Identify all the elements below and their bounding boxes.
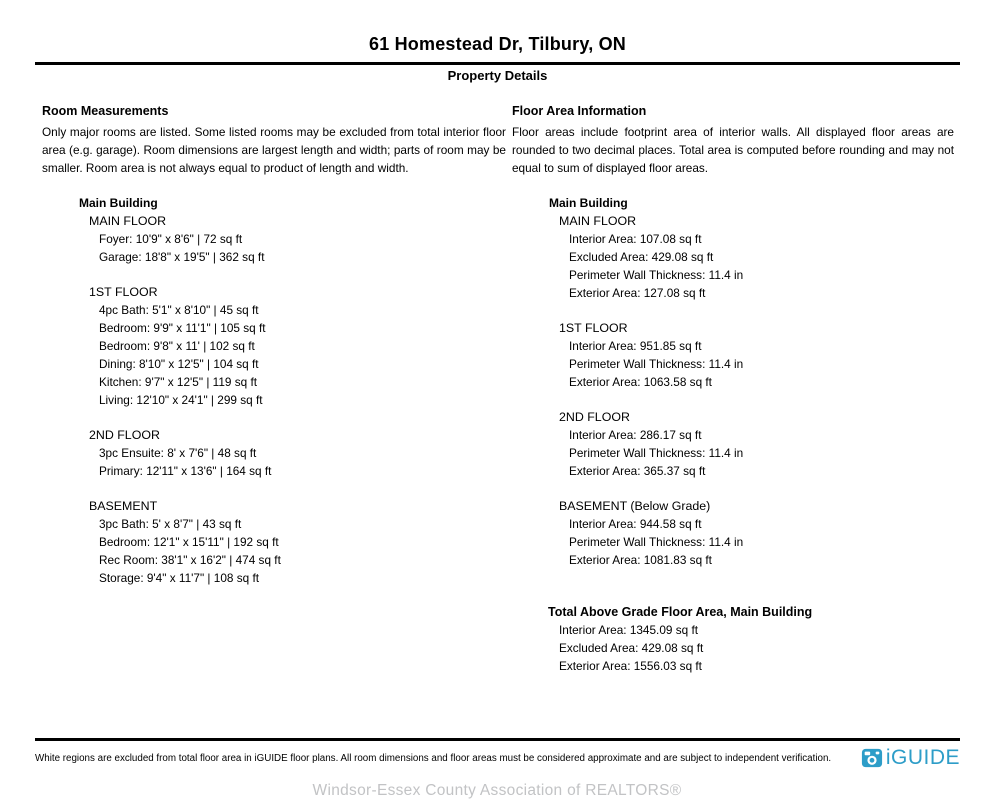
area-row: Perimeter Wall Thickness: 11.4 in bbox=[569, 446, 744, 460]
area-group-2nd-floor bbox=[512, 408, 960, 480]
realtor-attribution: Windsor-Essex County Association of REALTORS® bbox=[312, 782, 682, 799]
floor-name: 1ST FLOOR bbox=[89, 285, 158, 299]
room-row: Dining: 8'10" x 12'5" | 104 sq ft bbox=[99, 357, 259, 371]
room-row: Primary: 12'11" x 13'6" | 164 sq ft bbox=[99, 464, 272, 478]
area-row: Interior Area: 286.17 sq ft bbox=[569, 428, 702, 442]
room-row: Storage: 9'4" x 11'7" | 108 sq ft bbox=[99, 571, 260, 585]
floor-name: MAIN FLOOR bbox=[89, 214, 167, 228]
floor-name: 2ND FLOOR bbox=[89, 428, 160, 442]
area-row: Interior Area: 951.85 sq ft bbox=[569, 339, 702, 353]
floor-area-description: Floor areas include footprint area of interior walls. All displayed floor areas are rounded to two decimal places. Total area is computed before rounding and may not equal to sum of displayed floor areas. bbox=[512, 125, 954, 175]
content-columns bbox=[35, 104, 960, 675]
area-row: Exterior Area: 365.37 sq ft bbox=[569, 464, 706, 478]
room-row: 3pc Bath: 5' x 8'7" | 43 sq ft bbox=[99, 517, 242, 531]
footer bbox=[35, 738, 960, 770]
area-row: Interior Area: 944.58 sq ft bbox=[569, 517, 702, 531]
floor-name: BASEMENT (Below Grade) bbox=[559, 499, 711, 513]
floor-group-basement bbox=[42, 497, 512, 587]
page-subtitle: Property Details bbox=[447, 68, 548, 83]
room-measurements-section bbox=[42, 104, 512, 675]
room-row: Living: 12'10" x 24'1" | 299 sq ft bbox=[99, 393, 263, 407]
page-title: 61 Homestead Dr, Tilbury, ON bbox=[368, 34, 626, 54]
room-measurements-heading: Room Measurements bbox=[42, 104, 169, 118]
footer-disclaimer: White regions are excluded from total floor area in iGUIDE floor plans. All room dimensions and floor areas must be considered approximate and are subject to independent verification. bbox=[35, 753, 832, 764]
room-row: Foyer: 10'9" x 8'6" | 72 sq ft bbox=[99, 232, 243, 246]
room-row: Bedroom: 9'9" x 11'1" | 105 sq ft bbox=[99, 321, 266, 335]
total-row: Exterior Area: 1556.03 sq ft bbox=[559, 659, 702, 673]
area-group-1st-floor bbox=[512, 319, 960, 391]
room-row: Bedroom: 12'1" x 15'11" | 192 sq ft bbox=[99, 535, 279, 549]
area-row: Perimeter Wall Thickness: 11.4 in bbox=[569, 535, 744, 549]
iguide-logo-text: iGUIDE bbox=[885, 746, 960, 769]
room-measurements-description: Only major rooms are listed. Some listed rooms may be excluded from total interior floor area (e.g. garage). Room dimensions are largest length and width; parts of room may be smaller. Room area is not always equal to product of length and width. bbox=[42, 125, 506, 175]
room-row: 4pc Bath: 5'1" x 8'10" | 45 sq ft bbox=[99, 303, 259, 317]
floor-area-heading: Floor Area Information bbox=[512, 104, 647, 118]
total-row: Excluded Area: 429.08 sq ft bbox=[559, 641, 704, 655]
total-row: Interior Area: 1345.09 sq ft bbox=[559, 623, 699, 637]
floor-group-1st-floor bbox=[42, 283, 512, 409]
floor-name: 1ST FLOOR bbox=[559, 321, 628, 335]
area-row: Interior Area: 107.08 sq ft bbox=[569, 232, 702, 246]
area-row: Perimeter Wall Thickness: 11.4 in bbox=[569, 357, 744, 371]
floor-name: 2ND FLOOR bbox=[559, 410, 630, 424]
room-row: 3pc Ensuite: 8' x 7'6" | 48 sq ft bbox=[99, 446, 257, 460]
area-row: Excluded Area: 429.08 sq ft bbox=[569, 250, 714, 264]
property-details-page bbox=[0, 34, 994, 802]
building-heading: Main Building bbox=[549, 196, 628, 210]
area-row: Perimeter Wall Thickness: 11.4 in bbox=[569, 268, 744, 282]
total-above-grade-section bbox=[512, 603, 960, 675]
floor-name: MAIN FLOOR bbox=[559, 214, 637, 228]
room-row: Garage: 18'8" x 19'5" | 362 sq ft bbox=[99, 250, 265, 264]
area-group-main-floor bbox=[512, 212, 960, 302]
floor-group-main-floor bbox=[42, 212, 512, 266]
iguide-logo bbox=[861, 746, 960, 770]
room-row: Kitchen: 9'7" x 12'5" | 119 sq ft bbox=[99, 375, 258, 389]
area-row: Exterior Area: 1063.58 sq ft bbox=[569, 375, 712, 389]
floor-name: BASEMENT bbox=[89, 499, 158, 513]
room-row: Rec Room: 38'1" x 16'2" | 474 sq ft bbox=[99, 553, 281, 567]
area-group-basement bbox=[512, 497, 960, 569]
title-divider bbox=[35, 62, 960, 65]
floor-group-2nd-floor bbox=[42, 426, 512, 480]
building-heading: Main Building bbox=[79, 196, 158, 210]
iguide-camera-icon bbox=[861, 747, 883, 769]
floor-area-section bbox=[512, 104, 960, 675]
total-heading: Total Above Grade Floor Area, Main Building bbox=[548, 605, 813, 619]
room-row: Bedroom: 9'8" x 11' | 102 sq ft bbox=[99, 339, 255, 353]
area-row: Exterior Area: 1081.83 sq ft bbox=[569, 553, 712, 567]
area-row: Exterior Area: 127.08 sq ft bbox=[569, 286, 706, 300]
